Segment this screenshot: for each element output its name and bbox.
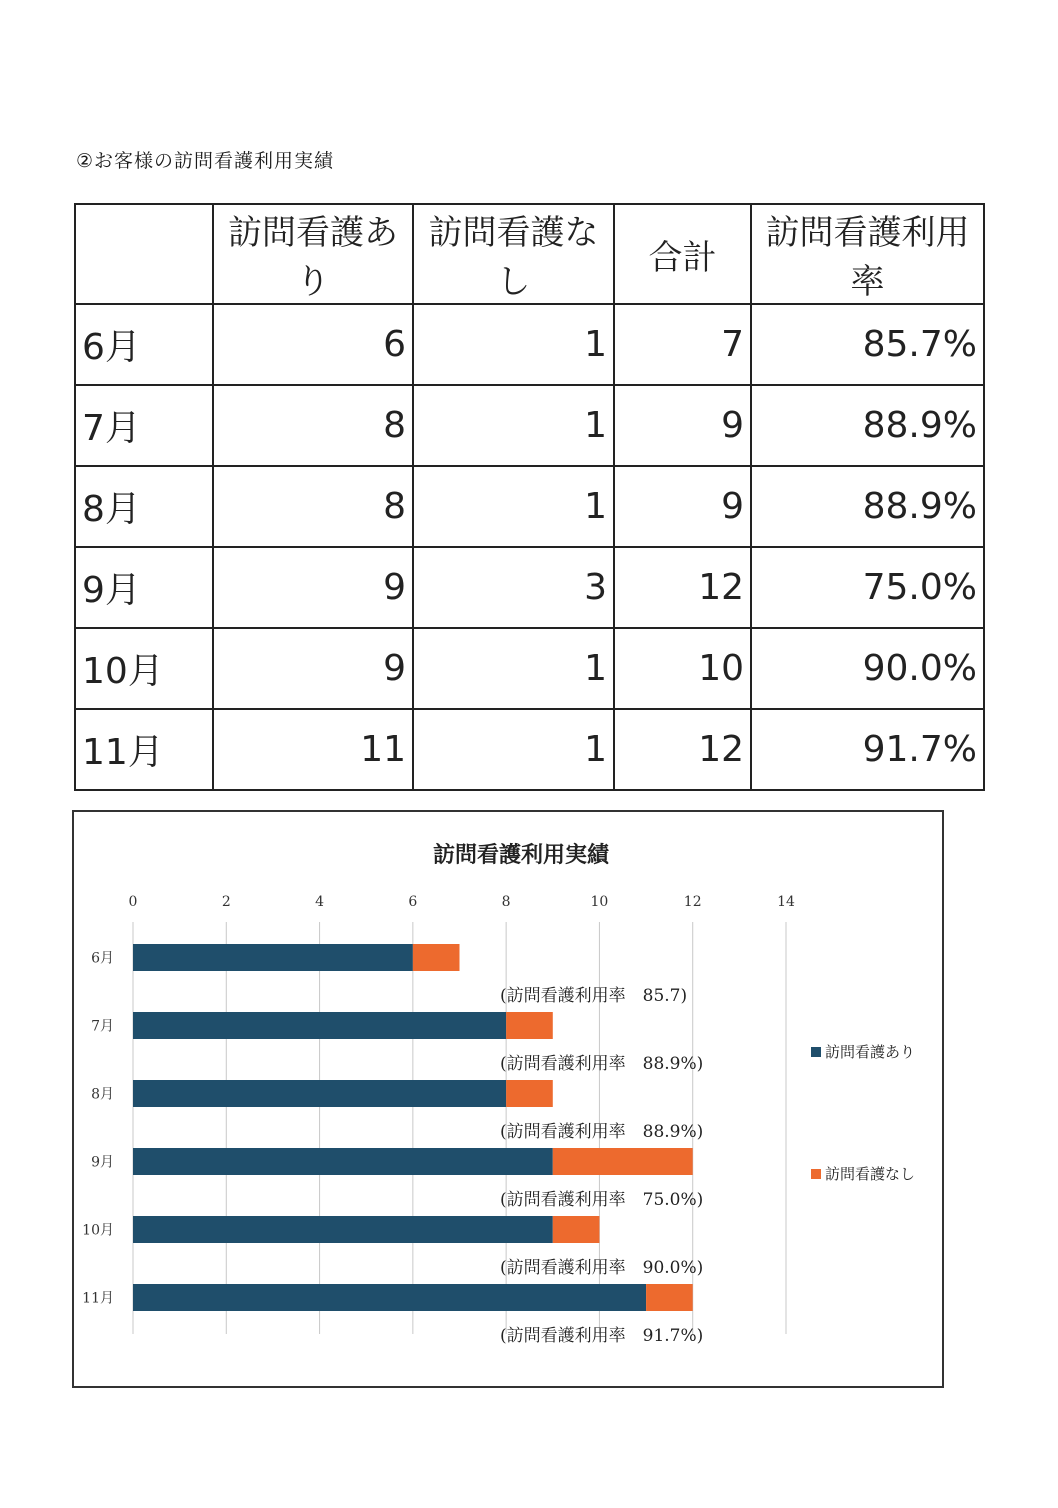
usage-table (74, 203, 985, 791)
table-row (75, 304, 984, 385)
rate-cell: 85.7% (751, 304, 984, 385)
with-visit-cell: 9 (213, 628, 413, 709)
total-cell: 9 (614, 466, 751, 547)
x-tick-label: 8 (501, 894, 511, 910)
without-visit-cell: 3 (413, 547, 614, 628)
bar-without-visit (553, 1148, 693, 1175)
x-tick-label: 14 (777, 894, 795, 910)
legend-label: 訪問看護あり (825, 1043, 916, 1061)
bar-without-visit (553, 1216, 600, 1243)
total-cell: 12 (614, 709, 751, 790)
with-visit-cell: 9 (213, 547, 413, 628)
total-cell: 7 (614, 304, 751, 385)
header-with-visit: 訪問看護あり (213, 204, 413, 304)
total-cell: 12 (614, 547, 751, 628)
without-visit-cell: 1 (413, 628, 614, 709)
bar-without-visit (506, 1012, 553, 1039)
without-visit-cell: 1 (413, 304, 614, 385)
usage-rate-annotation: (訪問看護利用率 88.9%) (500, 1122, 704, 1142)
bar-without-visit (646, 1284, 693, 1311)
y-category-label: 10月 (82, 1222, 114, 1239)
table-row (75, 547, 984, 628)
bar-without-visit (413, 944, 460, 971)
usage-rate-annotation: (訪問看護利用率 75.0%) (500, 1190, 704, 1210)
header-usage-rate: 訪問看護利用率 (751, 204, 984, 304)
rate-cell: 75.0% (751, 547, 984, 628)
y-category-label: 11月 (82, 1290, 114, 1307)
y-category-label: 9月 (91, 1154, 114, 1171)
usage-chart (74, 812, 942, 1386)
header-total: 合計 (614, 204, 751, 304)
chart-container (72, 810, 944, 1388)
table-row (75, 709, 984, 790)
header-blank (75, 204, 213, 304)
table-header-row (75, 204, 984, 304)
month-cell: 6月 (75, 304, 213, 385)
rate-cell: 91.7% (751, 709, 984, 790)
with-visit-cell: 8 (213, 466, 413, 547)
x-tick-label: 10 (590, 894, 609, 910)
table-row (75, 628, 984, 709)
usage-rate-annotation: (訪問看護利用率 91.7%) (500, 1326, 704, 1346)
usage-rate-annotation: (訪問看護利用率 88.9%) (500, 1054, 704, 1074)
legend-swatch-without-visit (811, 1169, 821, 1179)
header-without-visit: 訪問看護なし (413, 204, 614, 304)
usage-rate-annotation: (訪問看護利用率 90.0%) (500, 1258, 704, 1278)
month-cell: 9月 (75, 547, 213, 628)
x-tick-label: 0 (128, 894, 138, 910)
month-cell: 7月 (75, 385, 213, 466)
month-cell: 8月 (75, 466, 213, 547)
without-visit-cell: 1 (413, 709, 614, 790)
legend-label: 訪問看護なし (825, 1165, 916, 1183)
bar-with-visit (133, 1012, 506, 1039)
x-tick-label: 4 (315, 894, 325, 910)
y-category-label: 7月 (91, 1018, 114, 1035)
without-visit-cell: 1 (413, 466, 614, 547)
rate-cell: 88.9% (751, 385, 984, 466)
rate-cell: 90.0% (751, 628, 984, 709)
x-tick-label: 6 (408, 894, 418, 910)
with-visit-cell: 11 (213, 709, 413, 790)
bar-with-visit (133, 1216, 553, 1243)
legend-swatch-with-visit (811, 1047, 821, 1057)
month-cell: 10月 (75, 628, 213, 709)
total-cell: 10 (614, 628, 751, 709)
with-visit-cell: 6 (213, 304, 413, 385)
bar-without-visit (506, 1080, 553, 1107)
y-category-label: 8月 (91, 1086, 114, 1103)
bar-with-visit (133, 1284, 646, 1311)
bar-with-visit (133, 1148, 553, 1175)
without-visit-cell: 1 (413, 385, 614, 466)
month-cell: 11月 (75, 709, 213, 790)
total-cell: 9 (614, 385, 751, 466)
bar-with-visit (133, 1080, 506, 1107)
x-tick-label: 12 (683, 894, 702, 910)
section-heading: ②お客様の訪問看護利用実績 (76, 150, 335, 172)
chart-title: 訪問看護利用実績 (432, 842, 610, 868)
bar-with-visit (133, 944, 413, 971)
table-row (75, 385, 984, 466)
y-category-label: 6月 (91, 950, 114, 967)
table-row (75, 466, 984, 547)
with-visit-cell: 8 (213, 385, 413, 466)
rate-cell: 88.9% (751, 466, 984, 547)
x-tick-label: 2 (221, 894, 231, 910)
usage-rate-annotation: (訪問看護利用率 85.7) (500, 986, 688, 1006)
